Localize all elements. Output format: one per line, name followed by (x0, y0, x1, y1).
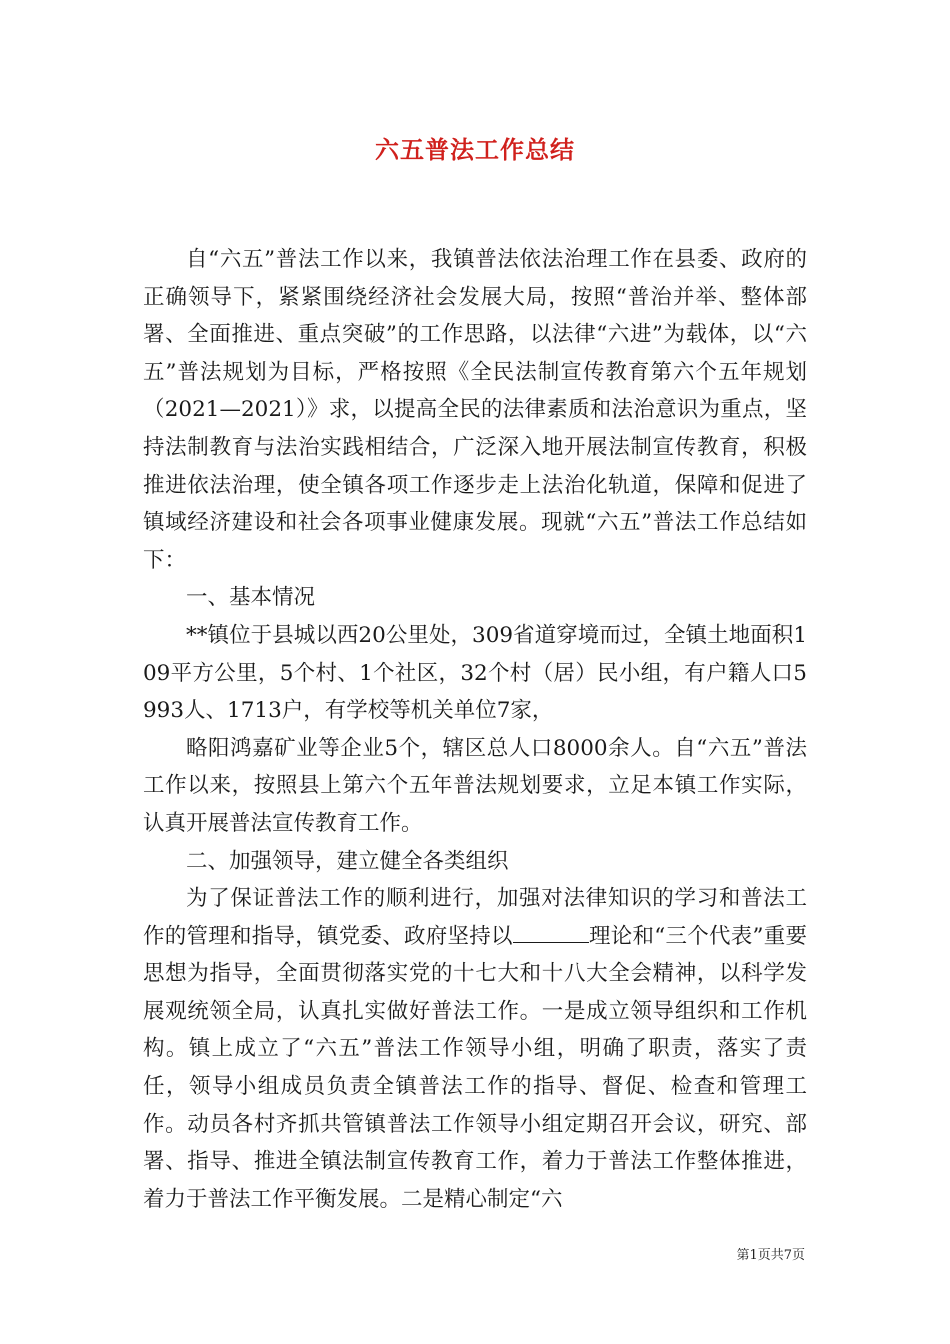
page-number-footer: 第1页共7页 (736, 1248, 805, 1263)
document-title: 六五普法工作总结 (375, 135, 575, 164)
paragraph-leadership-part2: 理论和“三个代表”重要思想为指导，全面贯彻落实党的十七大和十八大全会精神，以科学发展观统领全局，认真扎实做好普法工作。一是成立领导组织和工作机构。镇上成立了“六五”普法工作领导小组，明确了职责，落实了责任，领导小组成员负责全镇普法工作的指导、督促、检查和管理工作。动员各村齐抓共管镇普法工作领导小组定期召开会议，研究、部署、指导、推进全镇法制宣传教育工作，着力于普法工作整体推进，着力于普法工作平衡发展。二是精心制定“六 (143, 923, 807, 1212)
document-body (143, 241, 807, 1218)
paragraph-intro: 自“六五”普法工作以来，我镇普法依法治理工作在县委、政府的正确领导下，紧紧围绕经济社会发展大局，按照“普治并举、整体部署、全面推进、重点突破”的工作思路，以法律“六进”为载体，以“六五”普法规划为目标，严格按照《全民法制宣传教育第六个五年规划（2021—2021）》求，以提高全民的法律素质和法治意识为重点，坚持法制教育与法治实践相结合，广泛深入地开展法制宣传教育，积极推进依法治理，使全镇各项工作逐步走上法治化轨道，保障和促进了镇域经济建设和社会各项事业健康发展。现就“六五”普法工作总结如下： (143, 247, 807, 573)
paragraph-leadership (143, 880, 807, 1218)
section-heading-basic-situation: 一、基本情况 (186, 585, 316, 611)
paragraph-leadership-part1: 为了保证普法工作的顺利进行，加强对法律知识的学习和普法工作的管理和指导，镇党委、政府坚持以 (143, 886, 807, 949)
blank-underline (513, 920, 589, 943)
paragraph-enterprises: 略阳鸿嘉矿业等企业5个，辖区总人口8000余人。自“六五”普法工作以来，按照县上第六个五年普法规划要求，立足本镇工作实际，认真开展普法宣传教育工作。 (143, 735, 807, 836)
paragraph-town-overview: **镇位于县城以西20公里处，309省道穿境而过，全镇土地面积109平方公里，5个村、1个社区，32个村（居）民小组，有户籍人口5993人、1713户，有学校等机关单位7家， (143, 622, 807, 724)
section-heading-leadership: 二、加强领导，建立健全各类组织 (186, 848, 509, 874)
